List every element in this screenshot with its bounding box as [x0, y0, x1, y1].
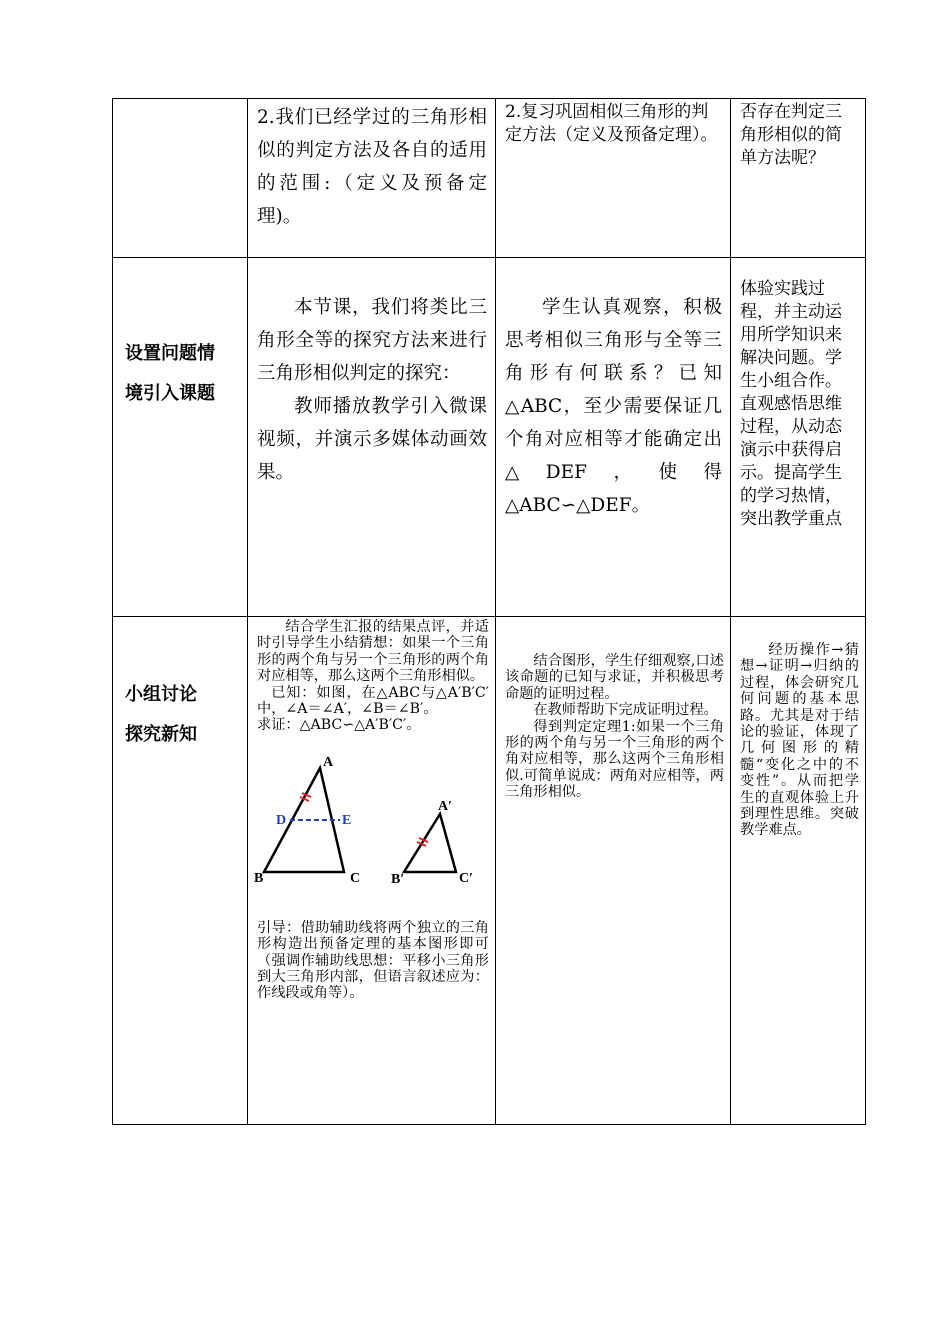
teacher-activity-cell	[248, 617, 496, 1125]
student-activity-cell	[496, 99, 731, 258]
teacher-paragraph: 结合学生汇报的结果点评，并适时引导学生小结猜想：如果一个三角形的两个角与另一个三角形的两个角对应相等，那么这两个三角形相似。	[257, 619, 489, 685]
design-intent-text: 经历操作→猜想→证明→归纳的过程，体会研究几何问题的基本思路。尤其是对于结论的验证，体现了几何图形的精髓“变化之中的不变性”。从而把学生的直观体验上升到理性思维。突破教学难点。	[740, 642, 859, 839]
label-a-prime: A′	[438, 798, 453, 814]
student-paragraph: 在教师帮助下完成证明过程。	[533, 702, 718, 719]
stage-cell	[113, 258, 248, 617]
student-paragraph: 结合图形，学生仔细观察,口述该命题的已知与求证，并积极思考命题的证明过程。	[505, 653, 724, 702]
label-e: E	[342, 812, 352, 828]
teacher-paragraph: 已知：如图，在△ABC与△A′B′C′中，∠A＝∠A′，∠B＝∠B′。	[257, 684, 489, 718]
label-c-prime: C′	[459, 870, 474, 886]
teacher-activity-cell	[248, 99, 496, 258]
student-activity-cell	[496, 617, 731, 1125]
stage-cell	[113, 617, 248, 1125]
table-row	[113, 99, 866, 258]
teacher-paragraph: 教师播放教学引入微课视频，并演示多媒体动画效果。	[257, 396, 487, 483]
student-paragraph: 学生认真观察，积极思考相似三角形与全等三角形有何联系？已知△ABC，至少需要保证几个角对应相等才能确定出△DEF，使得△ABC∽△DEF。	[505, 297, 722, 516]
triangle-a2b2c2	[404, 814, 456, 872]
stage-label-line2: 探究新知	[125, 724, 197, 745]
teacher-activity-text: 2.我们已经学过的三角形相似的判定方法及各自的适用的范围:（定义及预备定理)。	[257, 107, 487, 227]
teacher-paragraph: 求证：△ABC∽△A′B′C′。	[257, 717, 421, 734]
stage-cell	[113, 99, 248, 258]
table-row	[113, 258, 866, 617]
triangle-figure	[256, 750, 488, 910]
teacher-paragraph: 本节课，我们将类比三角形全等的探究方法来进行三角形相似判定的探究：	[257, 297, 487, 384]
design-intent-text: 否存在判定三角形相似的简单方法呢？	[740, 102, 842, 168]
label-a: A	[323, 754, 334, 770]
label-d: D	[276, 812, 287, 828]
teacher-paragraph: 引导：借助辅助线将两个独立的三角形构造出预备定理的基本图形即可（强调作辅助线思想：平移小三角形到大三角形内部，但语言叙述应为：作线段或角等）。	[257, 919, 489, 1002]
label-b: B	[254, 870, 264, 886]
stage-label-line1: 小组讨论	[125, 684, 197, 705]
table-row	[113, 617, 866, 1125]
design-intent-text: 体验实践过程，并主动运用所学知识来解决问题。学生小组合作。直观感悟思维过程，从动态演示中获得启示。提高学生的学习热情，突出教学重点	[740, 279, 842, 529]
label-b-prime: B′	[391, 871, 405, 887]
student-activity-cell	[496, 258, 731, 617]
stage-label-line1: 设置问题情	[125, 343, 215, 364]
student-paragraph: 得到判定定理1:如果一个三角形的两个角与另一个三角形的两个角对应相等，那么这两个三角形相似.可简单说成：两角对应相等，两三角形相似。	[505, 718, 724, 801]
design-intent-cell	[731, 617, 866, 1125]
student-activity-text: 2.复习巩固相似三角形的判定方法（定义及预备定理）。	[505, 102, 718, 145]
design-intent-cell	[731, 99, 866, 258]
stage-label-line2: 境引入课题	[125, 383, 215, 404]
label-c: C	[350, 870, 361, 886]
design-intent-cell	[731, 258, 866, 617]
teacher-activity-cell	[248, 258, 496, 617]
lesson-plan-table	[112, 98, 866, 1125]
